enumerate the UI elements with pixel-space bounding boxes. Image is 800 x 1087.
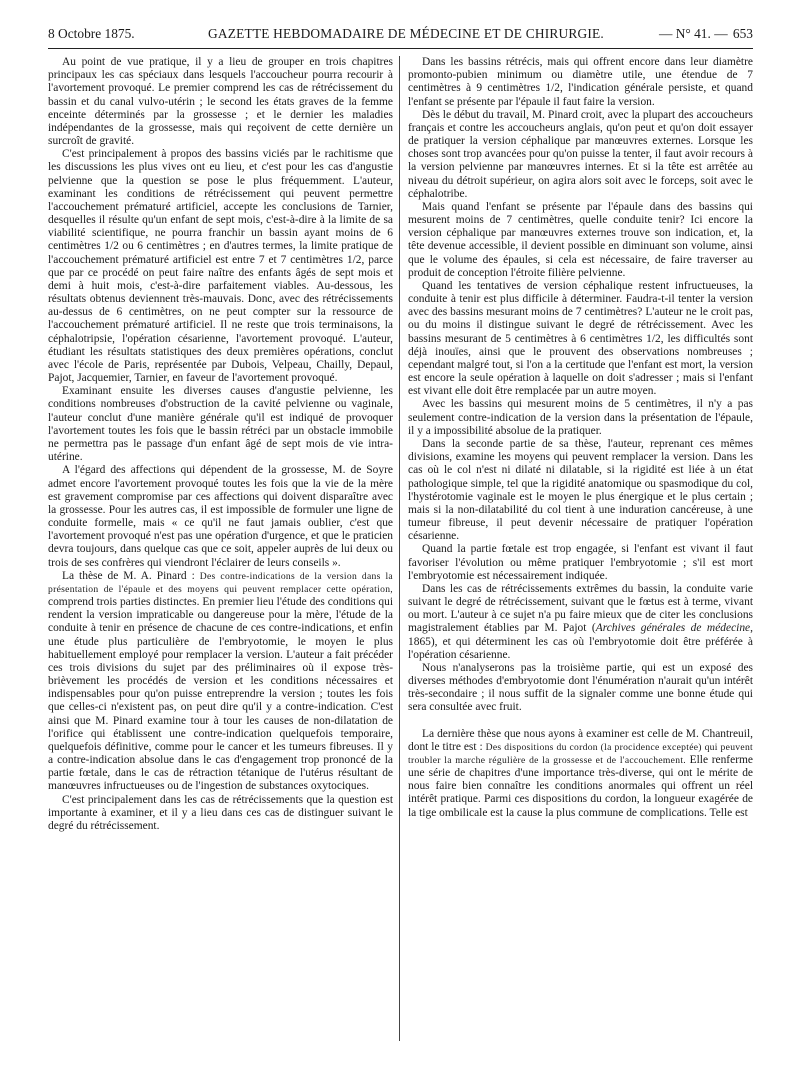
paragraph: A l'égard des affections qui dépendent de la grossesse, M. de Soyre admet encore l'avortement provoqué toutes les fois que la vie de la mère est gravement compromise par ces affections qui doivent disparaître avec la grossesse. Pour les autres cas, il est impossible de formuler une ligne de conduite formelle, mais « ce qu'il ne faut jamais oublier, c'est que l'avortement provoqué n'est pas une opération d'urgence, et que le praticien devra toujours, dans quelque cas que ce soit, appeler auprès de lui deux ou trois de ses confrères qui viendront l'éclairer de leurs conseils ». bbox=[48, 464, 393, 569]
paragraph: Dans la seconde partie de sa thèse, l'auteur, reprenant ces mêmes divisions, examine les moyens qui peuvent remplacer la version. Dans les cas où le col n'est ni dilaté ni dilatable, si la rigidité est liée à un état pathologique simple, tel que la rigidité anatomique ou spasmodique du col, l'hystérotomie vaginale est le moyen le plus énergique et le plus certain ; mais si la non-dilatabilité du col tient à une induration cancéreuse, à une tumeur fibreuse, il peut devenir nécessaire de pratiquer l'opération césarienne. bbox=[408, 437, 753, 543]
header-journal-title: GAZETTE HEBDOMADAIRE DE MÉDECINE ET DE CHIRURGIE. bbox=[208, 26, 604, 41]
text-run: La thèse de M. A. Pinard : bbox=[62, 569, 200, 582]
text-run: Elle renferme une série de chapitres d'une importance très-diverse, qui ont le mérite de nous faire bien connaître les conditions anormales qui offrent un réel intérêt pratique. Parmi ces dispositions du cordon, la longueur exagérée de la tige ombilicale est la cause la plus commune de complications. Telle est bbox=[408, 753, 753, 819]
text-run: , 1865), et qui déterminent les cas où l'embryotomie doit être préférée à l'opération césarienne. bbox=[408, 622, 753, 661]
column-divider bbox=[399, 56, 400, 1041]
paragraph: Mais quand l'enfant se présente par l'épaule dans des bassins qui mesurent moins de 7 centimètres, quelle conduite tenir? Ici encore la version céphalique par manœuvres externes trouve son indication, et, la tête devenue accessible, il devient possible en diminuant son volume, ainsi que le volume des épaules, si cela est nécessaire, de faire traverser au produit de conception l'étroite filière pelvienne. bbox=[408, 200, 753, 279]
right-column bbox=[408, 56, 753, 820]
text-run: Dans les cas de rétrécissements extrêmes du bassin, la conduite varie suivant le degré de rétrécissement, suivant que le fœtus est à terme, vivant ou mort. L'auteur à ce sujet n'a pu faire mieux que de citer les conclusions magistralement établies par M. Pajot ( bbox=[408, 582, 753, 635]
paragraph: C'est principalement dans les cas de rétrécissements que la question est importante à examiner, et il y a lieu dans ces cas de distinguer suivant le degré du rétrécissement. bbox=[48, 793, 393, 832]
paragraph: Quand la partie fœtale est trop engagée, si l'enfant est vivant il faut favoriser l'évolution ou même pratiquer l'embryotomie ; s'il est mort l'embryotomie est nécessairement indiquée. bbox=[408, 543, 753, 582]
paragraph: Quand les tentatives de version céphalique restent infructueuses, la conduite à tenir est plus difficile à déterminer. Faudra-t-il tenter la version avec des bassins mesurant moins de 7 centimètres? L'auteur ne le croit pas, ou du moins il distingue suivant le degré de rétrécissement. Avec les bassins mesurant de 5 centimètres à 6 centimètres 1/2, les difficultés sont déjà inouïes, ainsi que le prouvent des observations nombreuses ; cependant malgré tout, si l'on a la certitude que l'enfant est mort, la version est encore la seule opération à laquelle on doit s'adresser ; mais si l'enfant est vivant elle doit être remplacée par un autre moyen. bbox=[408, 279, 753, 398]
paragraph-chantreuil-thesis bbox=[408, 728, 753, 820]
paragraph: C'est principalement à propos des bassins viciés par le rachitisme que les discussions les plus vives ont eu lieu, et c'est pour les cas d'angustie pelvienne que la question se pose le plus fréquemment. L'auteur, examinant les conditions de rétrécissement qui peuvent permettre l'accouchement prématuré artificiel, accepte les conclusions de Tarnier, desquelles il résulte qu'un enfant de sept mois, c'est-à-dire à la limite de sa viabilité scientifique, ne pourra franchir un bassin ayant moins de 6 centimètres 1/2 ou 6 centimètres ; en d'autres termes, la limite pratique de l'accouchement prématuré artificiel est entre 7 et 7 centimètres 1/2, parce que par ce procédé on peut faire naître des enfants âgés de sept mois et demi à huit mois, c'est-à-dire parfaitement viables. Au-dessous, les résultats obtenus deviennent très-mauvais. Donc, avec des rétrécissements au-dessus de 6 centimètres, on ne peut compter sur la ressource de l'accouchement prématuré artificiel. Il ne reste que trois terminaisons, la céphalotripsie, l'opération césarienne, l'avortement provoqué. L'auteur, étudiant les résultats statistiques des deux premières opérations, conclut avec l'école de Paris, représentée par Dubois, Velpeau, Chailly, Depaul, Pajot, Jacquemier, Tarnier, en faveur de l'avortement provoqué. bbox=[48, 148, 393, 385]
text-run: comprend trois parties distinctes. En premier lieu l'étude des conditions qui rendent la version impraticable ou dangereuse pour la mère, l'étude de la conduite à tenir en présence de chacune de ces contre-indications, et enfin une étude plus particulière de l'embryotomie, le moyen le plus habituellement employé pour remplacer la version. L'auteur a fait précéder ces trois divisions du sujet par des préliminaires où il expose très-brièvement les procédés de version et les conditions nécessaires et indispensables pour qu'on puisse entreprendre la version ; toutes les fois que celles-ci n'existent pas, on peut dire qu'il y a contre-indication. C'est ainsi que M. Pinard examine tour à tour les causes de non-dilatation de l'orifice qui établissent une contre-indication quelquefois temporaire, quelquefois définitive, comme pour le cancer et les tumeurs fibreuses. Il y a contre-indication absolue dans le cas d'engagement trop prononcé de la partie fœtale, dans le cas de rétraction tétanique de l'utérus résultant de manœuvres infructueuses ou de l'ingestion de substances oxytociques. bbox=[48, 596, 393, 793]
thesis-title: Des contre-indications de la version dans la présentation de l'épaule et des moyens qui peuvent remplacer cette opération, bbox=[48, 570, 393, 595]
header-date: 8 Octobre 1875. bbox=[48, 26, 135, 41]
header-page-number: 653 bbox=[732, 26, 753, 41]
running-header bbox=[48, 22, 753, 49]
paragraph-pajot bbox=[408, 583, 753, 662]
thesis-title: Des dispositions du cordon (la procidence exceptée) qui peuvent troubler la marche régulière de la grossesse et de l'accouchement. bbox=[408, 741, 754, 766]
paragraph: Avec les bassins qui mesurent moins de 5 centimètres, il n'y a pas seulement contre-indication de la version dans la présentation de l'épaule, il y a impossibilité absolue de la pratiquer. bbox=[408, 398, 753, 437]
text-run: La dernière thèse que nous ayons à examiner est celle de M. Chantreuil, dont le titre est : bbox=[408, 727, 753, 753]
cited-journal: Archives générales de médecine bbox=[595, 622, 751, 635]
paragraph: Examinant ensuite les diverses causes d'angustie pelvienne, les conditions nombreuses d'obstruction de la cavité pelvienne ou vaginale, l'auteur conclut d'une manière générale qu'il est indiqué de provoquer l'avortement toutes les fois que le bassin rétréci par un obstacle immobile ne permettra pas le passage d'un enfant âgé de sept mois de vie intra-utérine. bbox=[48, 385, 393, 464]
paragraph-pinard-thesis bbox=[48, 570, 393, 794]
paragraph: Dès le début du travail, M. Pinard croit, avec la plupart des accoucheurs français et contre les accoucheurs anglais, qu'on peut et qu'on doit essayer de pratiquer la version céphalique par manœuvres externes. Lorsque les choses sont trop avancées pour qu'on puisse la tenter, il faut avoir recours à la version pelvienne par manœuvres internes. Et si la tête est arrêtée au niveau du détroit supérieur, on agira alors soit avec le forceps, soit avec le céphalotribe. bbox=[408, 108, 753, 200]
left-column bbox=[48, 56, 393, 833]
paragraph: Nous n'analyserons pas la troisième partie, qui est un exposé des diverses méthodes d'embryotomie dont l'énumération n'aurait qu'un intérêt très-secondaire ; il nous suffit de la signaler comme une bonne étude qui sera consultée avec fruit. bbox=[408, 661, 753, 714]
paragraph: Dans les bassins rétrécis, mais qui offrent encore dans leur diamètre promonto-pubien minimum ou diamètre utile, une étendue de 7 centimètres à 9 centimètres 1/2, l'indication générale persiste, et quand l'enfant se présente par l'épaule il faut faire la version. bbox=[408, 56, 753, 108]
header-issue-number: — N° 41. — bbox=[659, 26, 728, 41]
paragraph: Au point de vue pratique, il y a lieu de grouper en trois chapitres principaux les cas spéciaux dans lesquels l'accoucheur pourra recourir à l'avortement provoqué. Le premier comprend les cas de rétrécissement du bassin et du canal vulvo-utérin ; le second les états graves de la femme enceinte déterminés par la grossesse ; et le dernier les maladies indépendantes de la grossesse, mais qui reçoivent de cette dernière un surcroît de gravité. bbox=[48, 56, 393, 148]
